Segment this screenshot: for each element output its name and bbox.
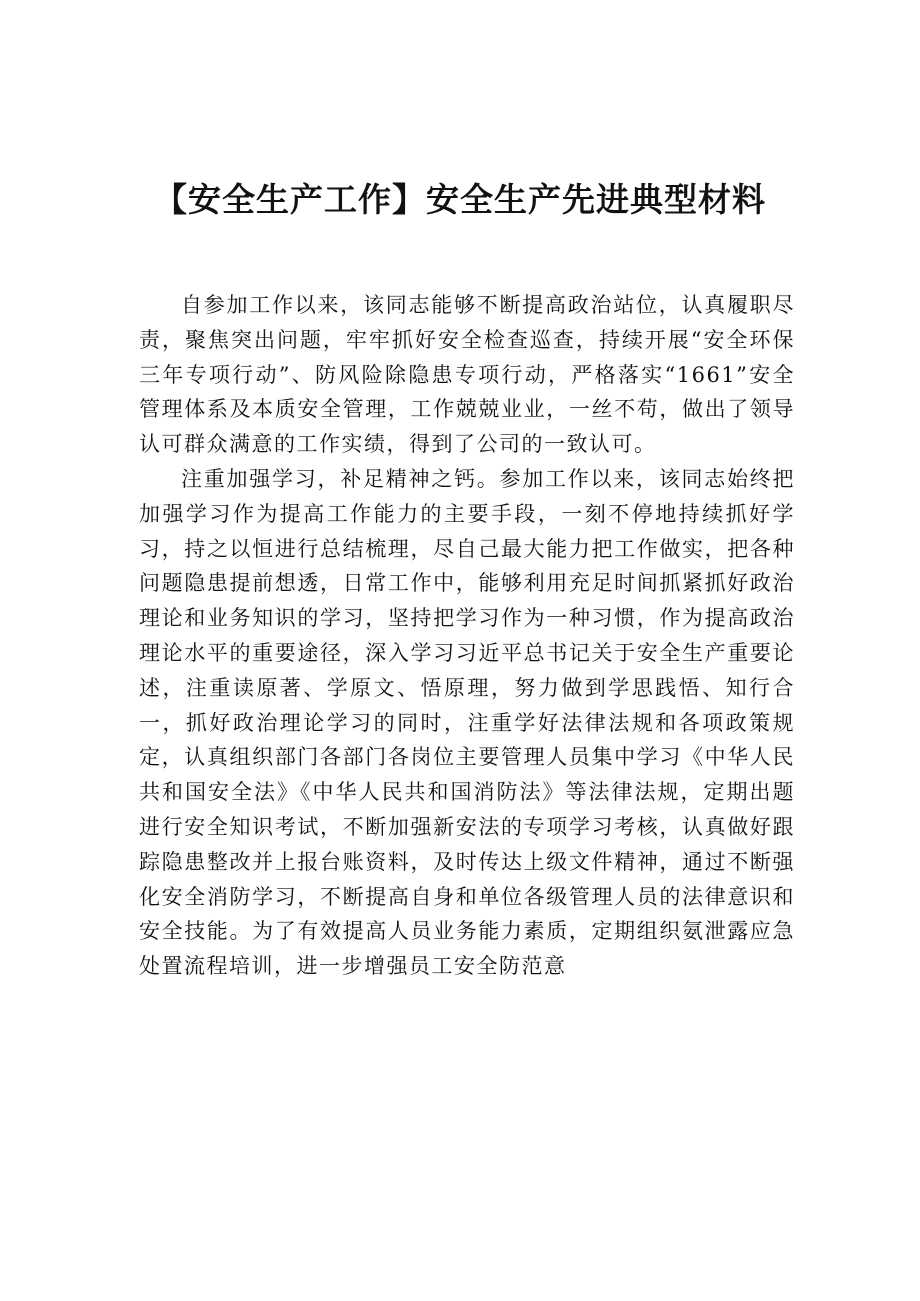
- document-title: 【安全生产工作】安全生产先进典型材料: [154, 180, 766, 219]
- paragraph-2: 注重加强学习，补足精神之钙。参加工作以来，该同志始终把加强学习作为提高工作能力的主要手段，一刻不停地持续抓好学习，持之以恒进行总结梳理，尽自己最大能力把工作做实，把各种问题隐患提前想透，日常工作中，能够利用充足时间抓紧抓好政治理论和业务知识的学习，坚持把学习作为一种习惯，作为提高政治理论水平的重要途径，深入学习习近平总书记关于安全生产重要论述，注重读原著、学原文、悟原理，努力做到学思践悟、知行合一，抓好政治理论学习的同时，注重学好法律法规和各项政策规定，认真组织部门各部门各岗位主要管理人员集中学习《中华人民共和国安全法》《中华人民共和国消防法》等法律法规，定期出题进行安全知识考试，不断加强新安法的专项学习考核，认真做好跟踪隐患整改并上报台账资料，及时传达上级文件精神，通过不断强化安全消防学习，不断提高自身和单位各级管理人员的法律意识和安全技能。为了有效提高人员业务能力素质，定期组织氨泄露应急处置流程培训，进一步增强员工安全防范意: [139, 466, 795, 979]
- document-body: [139, 288, 795, 984]
- paragraph-1: 自参加工作以来，该同志能够不断提高政治站位，认真履职尽责，聚焦突出问题，牢牢抓好安全检查巡查，持续开展“安全环保三年专项行动”、防风险除隐患专项行动，严格落实“1661”安全管理体系及本质安全管理，工作兢兢业业，一丝不苟，做出了领导认可群众满意的工作实绩，得到了公司的一致认可。: [139, 293, 795, 457]
